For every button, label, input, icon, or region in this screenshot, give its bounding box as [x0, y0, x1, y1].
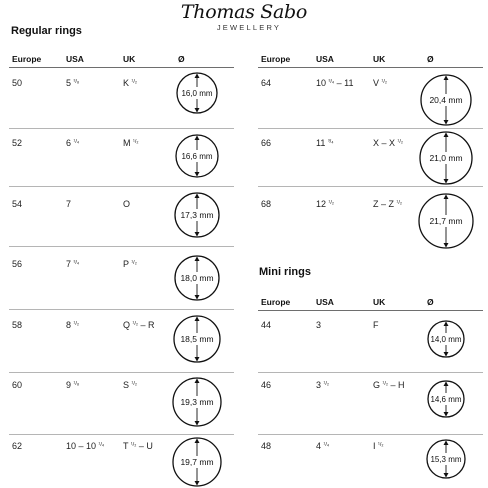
size-usa: 4 $^{^1/_4}$	[316, 441, 330, 451]
size-usa: 11 $^{^3/_4}$	[316, 138, 334, 148]
size-usa: 6 $^{^1/_4}$	[66, 138, 80, 148]
size-usa: 3 $^{^1/_2}$	[316, 380, 330, 390]
ring-diameter-circle	[419, 73, 473, 127]
size-europe: 48	[261, 441, 272, 451]
left-header-usa: USA	[66, 54, 84, 64]
mini-header-europe: Europe	[261, 297, 291, 307]
right-header-rule	[258, 67, 483, 68]
size-usa: 8 $^{^1/_2}$	[66, 320, 80, 330]
size-uk: Z – Z $^{^1/_2}$	[373, 199, 403, 209]
ring-diameter-circle	[173, 254, 221, 302]
right-header-usa: USA	[316, 54, 334, 64]
diameter-label: 18,5 mm	[180, 334, 214, 344]
size-uk: K $^{^1/_2}$	[123, 78, 138, 88]
size-uk: S $^{^1/_2}$	[123, 380, 138, 390]
left-header-europe: Europe	[12, 54, 42, 64]
size-europe: 46	[261, 380, 272, 390]
size-europe: 60	[12, 380, 23, 390]
diameter-label: 19,3 mm	[180, 397, 214, 407]
row-separator	[258, 372, 483, 373]
row-separator	[9, 372, 234, 373]
ring-diameter-circle	[417, 192, 475, 250]
right-header-diameter: Ø	[427, 54, 434, 64]
ring-diameter-circle	[425, 438, 467, 480]
size-europe: 54	[12, 199, 23, 209]
size-europe: 68	[261, 199, 272, 209]
row-separator	[9, 434, 234, 435]
size-europe: 52	[12, 138, 23, 148]
diameter-label: 21,7 mm	[429, 216, 463, 226]
size-uk: V $^{^1/_2}$	[373, 78, 388, 88]
size-usa: 10 $^{^3/_4}$ – 11	[316, 78, 354, 88]
size-uk: O	[123, 199, 131, 209]
ring-diameter-circle	[174, 133, 220, 179]
diameter-label: 17,3 mm	[180, 210, 214, 220]
diameter-label: 16,6 mm	[181, 152, 213, 161]
size-uk: M $^{^1/_2}$	[123, 138, 139, 148]
ring-diameter-circle	[426, 319, 466, 359]
ring-diameter-circle	[172, 314, 222, 364]
diameter-label: 20,4 mm	[429, 95, 463, 105]
size-uk: G $^{^1/_2}$ – H	[373, 380, 405, 390]
mini-header-uk: UK	[373, 297, 386, 307]
diameter-label: 16,0 mm	[181, 89, 213, 98]
size-uk: Q $^{^1/_2}$ – R	[123, 320, 155, 330]
size-uk: F	[373, 320, 379, 330]
mini-header-rule	[258, 310, 483, 311]
left-header-rule	[9, 67, 234, 68]
ring-diameter-circle	[418, 130, 474, 186]
diameter-label: 21,0 mm	[429, 153, 463, 163]
right-header-europe: Europe	[261, 54, 291, 64]
ring-diameter-circle	[175, 71, 219, 115]
ring-diameter-circle	[171, 376, 223, 428]
size-usa: 10 – 10 $^{^1/_4}$	[66, 441, 105, 451]
ring-diameter-circle	[173, 191, 221, 239]
size-usa: 12 $^{^1/_2}$	[316, 199, 335, 209]
brand-subtitle: JEWELLERY	[216, 23, 282, 32]
size-uk: P $^{^1/_2}$	[123, 259, 137, 269]
mini-header-diameter: Ø	[427, 297, 434, 307]
size-europe: 50	[12, 78, 23, 88]
regular-rings-title: Regular rings	[11, 25, 82, 37]
row-separator	[9, 186, 234, 187]
left-header-diameter: Ø	[178, 54, 185, 64]
right-header-uk: UK	[373, 54, 386, 64]
size-usa: 3	[316, 320, 322, 330]
diameter-label: 14,6 mm	[430, 395, 462, 404]
row-separator	[9, 246, 234, 247]
size-usa: 9 $^{^1/_8}$	[66, 380, 80, 390]
size-europe: 56	[12, 259, 23, 269]
mini-header-usa: USA	[316, 297, 334, 307]
diameter-label: 15,3 mm	[430, 455, 462, 464]
diameter-label: 19,7 mm	[180, 457, 214, 467]
diameter-label: 18,0 mm	[180, 273, 214, 283]
row-separator	[258, 186, 483, 187]
size-uk: I $^{^1/_2}$	[373, 441, 384, 451]
size-uk: T $^{^1/_2}$ – U	[123, 441, 153, 451]
size-usa: 7 $^{^3/_4}$	[66, 259, 80, 269]
size-europe: 58	[12, 320, 23, 330]
ring-diameter-circle	[171, 436, 223, 488]
row-separator	[258, 128, 483, 129]
size-europe: 64	[261, 78, 272, 88]
row-separator	[9, 309, 234, 310]
row-separator	[9, 128, 234, 129]
mini-rings-title: Mini rings	[259, 266, 311, 278]
left-header-uk: UK	[123, 54, 136, 64]
size-uk: X – X $^{^1/_2}$	[373, 138, 404, 148]
size-usa: 5 $^{^3/_8}$	[66, 78, 80, 88]
row-separator	[258, 434, 483, 435]
size-usa: 7	[66, 199, 72, 209]
brand-logo: Thomas Sabo	[180, 1, 308, 23]
size-europe: 44	[261, 320, 272, 330]
size-europe: 62	[12, 441, 23, 451]
size-europe: 66	[261, 138, 272, 148]
diameter-label: 14,0 mm	[430, 335, 462, 344]
ring-diameter-circle	[426, 379, 466, 419]
